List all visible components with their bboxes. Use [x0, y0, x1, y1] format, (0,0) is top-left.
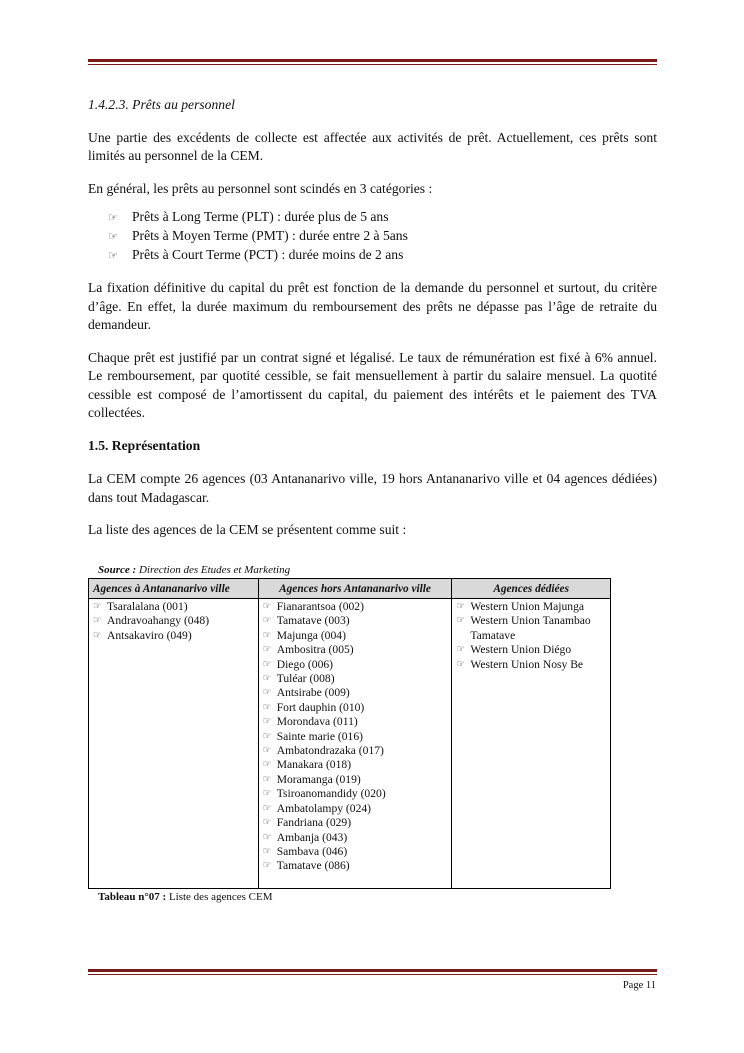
pointing-hand-icon: ☞: [108, 249, 118, 262]
list-item: ☞ Diego (006): [262, 657, 334, 671]
pointing-hand-icon: ☞: [262, 644, 272, 656]
list-item: ☞ Fort dauphin (010): [262, 700, 365, 714]
header-rule: [88, 59, 657, 65]
pointing-hand-icon: ☞: [262, 845, 272, 857]
list-item: ☞ Ambositra (005): [262, 643, 354, 657]
loan-categories-list: [88, 208, 657, 265]
pointing-hand-icon: ☞: [262, 860, 272, 872]
agencies-table-block: [88, 563, 618, 903]
list-item: ☞ Tamatave (003): [262, 614, 350, 628]
pointing-hand-icon: ☞: [262, 802, 272, 814]
pointing-hand-icon: ☞: [262, 701, 272, 713]
table-cell-dedicated-agencies: [452, 599, 611, 889]
list-item: ☞ Prêts à Long Terme (PLT) : durée plus de 5 ans: [108, 208, 657, 227]
list-item: ☞ Western Union Majunga: [456, 600, 585, 613]
pointing-hand-icon: ☞: [262, 687, 272, 699]
section-heading: 1.5. Représentation: [88, 437, 201, 453]
list-item: ☞ Tsiroanomandidy (020): [262, 787, 386, 801]
table-header-cell: Agences dédiées: [452, 579, 611, 599]
list-item: ☞ Tamatave (086): [262, 859, 350, 873]
pointing-hand-icon: ☞: [262, 745, 272, 757]
list-item: ☞ Prêts à Moyen Terme (PMT) : durée entre 2 à 5ans: [108, 227, 657, 246]
list-item: ☞ Morondava (011): [262, 715, 358, 729]
page-number: Page 11: [622, 980, 656, 991]
pointing-hand-icon: ☞: [262, 817, 272, 829]
list-item: ☞ Ambatolampy (024): [262, 801, 372, 815]
list-item: ☞ Prêts à Court Terme (PCT) : durée moins de 2 ans: [108, 246, 657, 265]
table-source: Source : Direction des Etudes et Marketing: [98, 564, 291, 576]
list-item: ☞ Ambatondrazaka (017): [262, 744, 384, 758]
pointing-hand-icon: ☞: [262, 615, 272, 627]
pointing-hand-icon: ☞: [262, 773, 272, 785]
list-item: ☞ Fianarantsoa (002): [262, 600, 364, 613]
list-item: ☞ Western Union Nosy Be: [456, 657, 584, 671]
pointing-hand-icon: ☞: [262, 716, 272, 728]
list-item: ☞ Moramanga (019): [262, 772, 361, 786]
pointing-hand-icon: ☞: [262, 759, 272, 771]
pointing-hand-icon: ☞: [456, 658, 465, 670]
paragraph-capital: La fixation définitive du capital du prêt est fonction de la demande du personnel et surtout, du critère d’âge. En effet, la durée maximum du remboursement des prêts ne dépasse pas l’âge de retraite du demandeur.: [88, 280, 657, 332]
list-item: ☞ Majunga (004): [262, 628, 346, 642]
list-item: ☞ Manakara (018): [262, 758, 352, 772]
paragraph-contract: Chaque prêt est justifié par un contrat signé et légalisé. Le taux de rémunération est fixé à 6% annuel. Le remboursement, par quotité cessible, se fait mensuellement à partir du salaire mensuel. La quotité cessible est composé de l’amortissent du capital, du paiement des intérêts et le paiement des TVA collectées.: [88, 349, 657, 420]
pointing-hand-icon: ☞: [262, 629, 272, 641]
list-item: ☞ Antsirabe (009): [262, 686, 350, 700]
table-header-cell: Agences hors Antananarivo ville: [258, 579, 452, 599]
pointing-hand-icon: ☞: [108, 230, 118, 243]
paragraph-agencies-count: La CEM compte 26 agences (03 Antananarivo ville, 19 hors Antananarivo ville et 04 agences dédiées) dans tout Madagascar.: [88, 471, 657, 505]
list-item: ☞ Tsaralalana (001): [93, 600, 188, 613]
list-item: ☞ Antsakaviro (049): [93, 628, 192, 642]
table-cell-outside-agencies: [258, 599, 452, 889]
list-item: ☞ Western Union Diégo: [456, 643, 572, 657]
list-item: ☞ Ambanja (043): [262, 830, 348, 844]
list-item: ☞ Sainte marie (016): [262, 729, 363, 743]
list-item: ☞ Western Union Tanambao Tamatave: [456, 614, 591, 642]
table-header-cell: Agences à Antananarivo ville: [89, 579, 259, 599]
agencies-table: [88, 578, 611, 889]
list-item: ☞ Tuléar (008): [262, 672, 335, 686]
pointing-hand-icon: ☞: [108, 211, 118, 224]
list-item: ☞ Sambava (046): [262, 844, 348, 858]
paragraph-categories-intro: En général, les prêts au personnel sont scindés en 3 catégories :: [88, 180, 433, 196]
pointing-hand-icon: ☞: [456, 644, 465, 656]
table-cell-city-agencies: [89, 599, 259, 889]
pointing-hand-icon: ☞: [262, 730, 272, 742]
paragraph-loans-intro: Une partie des excédents de collecte est affectée aux activités de prêt. Actuellement, ces prêts sont limités au personnel de la CEM.: [88, 129, 657, 163]
pointing-hand-icon: ☞: [456, 601, 465, 612]
pointing-hand-icon: ☞: [93, 629, 102, 641]
pointing-hand-icon: ☞: [262, 658, 272, 670]
table-caption: Tableau n°07 : Liste des agences CEM: [98, 891, 273, 903]
list-item: ☞ Andravoahangy (048): [93, 614, 210, 628]
pointing-hand-icon: ☞: [456, 615, 465, 627]
pointing-hand-icon: ☞: [93, 615, 102, 627]
pointing-hand-icon: ☞: [262, 601, 272, 612]
pointing-hand-icon: ☞: [262, 673, 272, 685]
section-subheading: 1.4.2.3. Prêts au personnel: [88, 97, 235, 112]
pointing-hand-icon: ☞: [262, 831, 272, 843]
pointing-hand-icon: ☞: [93, 601, 102, 612]
list-item: ☞ Fandriana (029): [262, 816, 352, 830]
pointing-hand-icon: ☞: [262, 788, 272, 800]
footer-rule: [88, 969, 657, 975]
paragraph-agencies-list-intro: La liste des agences de la CEM se présentent comme suit :: [88, 522, 407, 537]
main-content: [88, 96, 657, 554]
